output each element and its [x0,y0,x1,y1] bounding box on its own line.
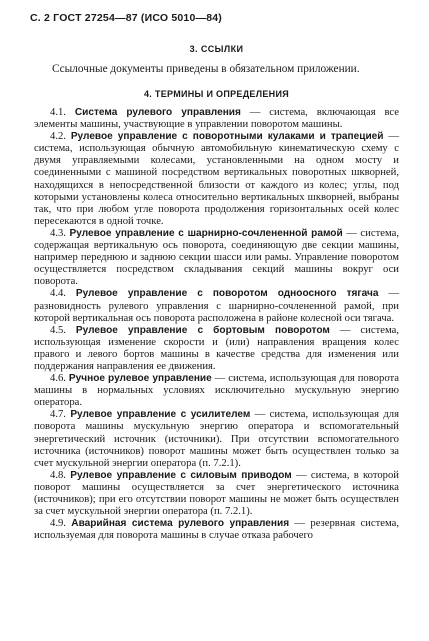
term-number: 4.3. [50,227,70,239]
term-definition: — система, использующая обычную автомобильную кинематическую схему с двумя управляемыми колесами, установленными на одном мосту и соединенными с машиной посредством вертикальных поворотных шкворней, находящихся в непосредственной близости от каждого из колес; углы, под которыми установлены колеса относительно вертикальных шкворней, выбраны так, что при любом угле поворота продолжения горизонтальных осей колес пересекаются в одной точке. [34,131,399,227]
term-definition: — разновидность рулевого управления с шарнирно-сочлененной рамой, при которой вертикальная ось поворота расположена в районе колесной оси тягача. [34,288,399,324]
term-name: Рулевое управление с усилителем [70,409,251,421]
term-definition: — резервная система, используемая для поворота машины в случае отказа рабочего [34,518,399,542]
term-name: Аварийная система рулевого управления [71,518,290,530]
term-number: 4.4. [50,288,76,300]
term-number: 4.1. [50,107,75,118]
term-paragraph [34,409,399,469]
term-paragraph [34,373,399,409]
term-number: 4.7. [50,409,71,421]
term-definition: — система, в которой поворот машины осуществляется за счет энергетического источника (источников); при его отсутствии поворот машины не может быть осуществлен за счет мускульной энергии оператора (п. 7.2.1). [34,469,399,518]
section-4-title: 4. ТЕРМИНЫ И ОПРЕДЕЛЕНИЯ [144,89,289,99]
term-name: Рулевое управление с поворотными кулаками и трапецией [70,131,384,143]
term-number: 4.9. [50,518,72,530]
term-paragraph [34,228,399,288]
term-number: 4.2. [50,131,71,143]
term-name: Рулевое управление с бортовым поворотом [75,324,330,336]
term-number: 4.6. [50,373,69,385]
term-definition: — система, содержащая вертикальную ось поворота, соединяющую две секции машины, например переднюю и заднюю секции шасси или рамы. Управление поворотом осуществляется посредством складывания секций машины вокруг оси поворота. [34,227,399,288]
term-paragraph [34,470,399,518]
term-paragraph [34,325,399,373]
term-name: Ручное рулевое управление [68,373,212,385]
term-paragraph [34,518,399,542]
terms-list [34,107,399,542]
term-definition: — система, использующая для поворота машины мускульную энергию оператора и вспомогательный энергетический источник (источники). При отсутствии вспомогательного источника (источников) поворот машины может быть осуществлен только за счет мускульной энергии оператора (п. 7.2.1). [34,409,399,469]
term-paragraph [34,131,399,228]
term-number: 4.8. [50,469,71,481]
term-name: Рулевое управление с поворотом одноосного тягача [75,288,379,300]
term-definition: — система, использующая изменение скорости и (или) направления вращения колес правого и левого бортов машины в качестве средства для изменения или поддержания направления ее движения. [34,324,399,372]
section-3-text: Ссылочные документы приведены в обязательном приложении. [52,63,360,75]
term-name: Рулевое управление с шарнирно-сочлененной рамой [69,227,343,239]
term-definition: — система, использующая для поворота машины в нормальных условиях исключительно мускульную энергию оператора. [34,373,399,409]
term-name: Система рулевого управления [74,107,241,118]
term-paragraph [34,288,399,324]
term-definition: — система, включающая все элементы машины, участвующие в управлении поворотом машины. [34,107,399,131]
term-name: Рулевое управление с силовым приводом [70,469,292,481]
term-paragraph [34,107,399,131]
section-3-title: 3. ССЫЛКИ [189,44,244,54]
page-header: С. 2 ГОСТ 27254—87 (ИСО 5010—84) [30,12,222,24]
term-number: 4.5. [50,324,76,336]
